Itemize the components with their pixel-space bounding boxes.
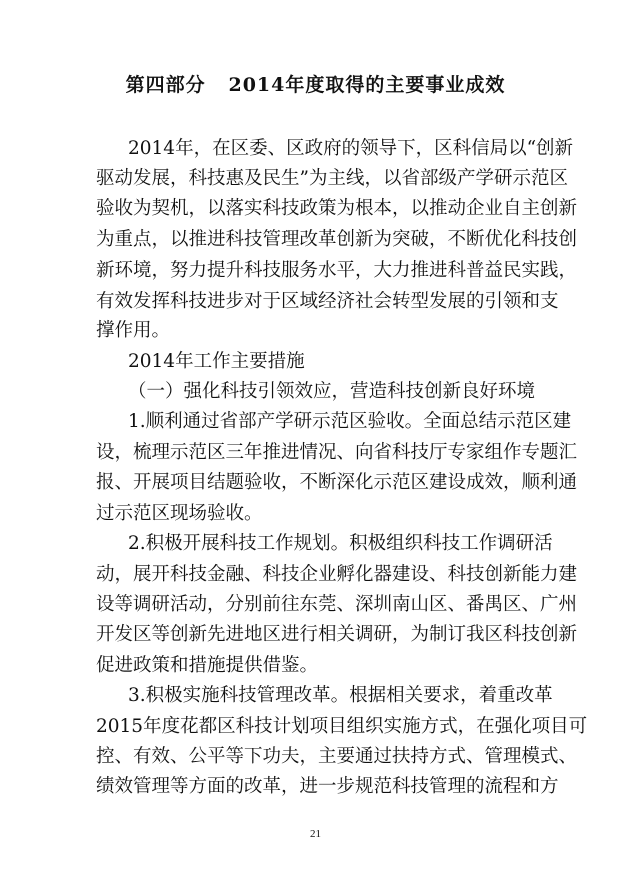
paragraph-line: 3.积极实施科技管理改革。根据相关要求，着重改革 bbox=[128, 685, 553, 706]
paragraph-line: 驱动发展，科技惠及民生”为主线，以省部级产学研示范区 bbox=[96, 168, 568, 189]
section-heading: 2014年工作主要措施 bbox=[128, 351, 305, 372]
paragraph-line: 促进政策和措施提供借鉴。 bbox=[96, 655, 319, 676]
paragraph-line: 验收为契机，以落实科技政策为根本，以推动企业自主创新 bbox=[96, 198, 578, 219]
paragraph-line: 绩效管理等方面的改革，进一步规范科技管理的流程和方 bbox=[96, 776, 559, 797]
paragraph-line: 2014年，在区委、区政府的领导下，区科信局以“创新 bbox=[128, 138, 574, 159]
paragraph-line: 为重点，以推进科技管理改革创新为突破，不断优化科技创 bbox=[96, 229, 578, 250]
paragraph-line: 控、有效、公平等下功夫，主要通过扶持方式、管理模式、 bbox=[96, 746, 578, 767]
subsection-heading: （一）强化科技引领效应，营造科技创新良好环境 bbox=[128, 381, 536, 402]
paragraph-line: 1.顺利通过省部产学研示范区验收。全面总结示范区建 bbox=[128, 411, 572, 432]
paragraph-line: 设，梳理示范区三年推进情况、向省科技厅专家组作专题汇 bbox=[96, 442, 578, 463]
page-title: 第四部分 2014年度取得的主要事业成效 bbox=[125, 74, 506, 96]
paragraph-line: 报、开展项目结题验收，不断深化示范区建设成效，顺利通 bbox=[96, 472, 578, 493]
paragraph-line: 新环境，努力提升科技服务水平，大力推进科普益民实践， bbox=[96, 260, 578, 281]
paragraph-line: 有效发挥科技进步对于区域经济社会转型发展的引领和支 bbox=[96, 291, 559, 312]
paragraph-line: 设等调研活动，分别前往东莞、深圳南山区、番禺区、广州 bbox=[96, 594, 578, 615]
paragraph-line: 2015年度花都区科技计划项目组织实施方式，在强化项目可 bbox=[96, 716, 588, 737]
page-number: 21 bbox=[310, 828, 321, 840]
paragraph-line: 过示范区现场验收。 bbox=[96, 503, 263, 524]
paragraph-line: 2.积极开展科技工作规划。积极组织科技工作调研活 bbox=[128, 533, 553, 554]
paragraph-line: 撑作用。 bbox=[96, 320, 171, 341]
paragraph-line: 动，展开科技金融、科技企业孵化器建设、科技创新能力建 bbox=[96, 564, 578, 585]
paragraph-line: 开发区等创新先进地区进行相关调研，为制订我区科技创新 bbox=[96, 624, 578, 645]
